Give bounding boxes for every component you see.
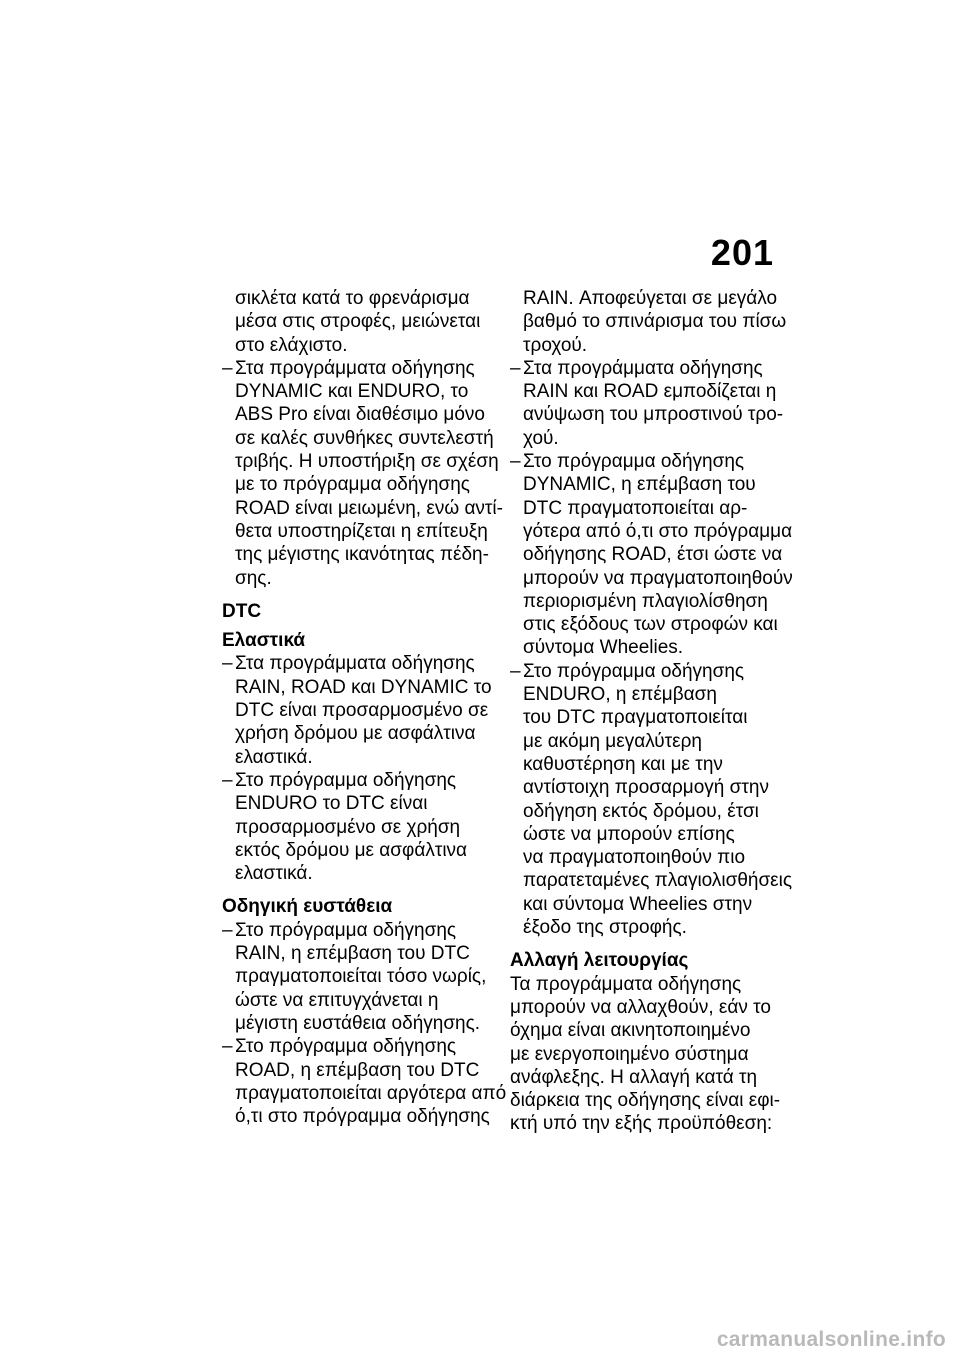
text-line: εκτός δρόμου με ασφάλτινα xyxy=(235,839,468,861)
text-line: DTC πραγματοποιείται αρ- xyxy=(523,497,748,519)
text-line: πραγματοποιείται αργότερα από xyxy=(235,1082,507,1104)
text-line: ελαστικά. xyxy=(235,746,313,768)
bullet-line: – Στο πρόγραμμα οδήγησης xyxy=(222,769,500,792)
text-line: RAIN, η επέμβαση του DTC xyxy=(235,943,470,965)
text-line: όχημα είναι ακινητοποιημένο xyxy=(510,1020,751,1042)
text-line: ROAD, η επέμβαση του DTC xyxy=(235,1059,480,1081)
text-line: του DTC πραγματοποιείται xyxy=(523,707,748,729)
text-line: ENDURO, η επέμβαση xyxy=(523,684,717,706)
text-line: περιορισμένη πλαγιολίσθηση xyxy=(523,590,768,612)
text-line: ανάφλεξης. Η αλλαγή κατά τη xyxy=(510,1066,758,1088)
text-line: τριβής. Η υποστήριξη σε σχέση xyxy=(235,451,499,473)
text-line: και σύντομα Wheelies στην xyxy=(523,893,753,915)
text-line: ώστε να μπορούν επίσης xyxy=(523,823,735,845)
text-line: μπορούν να αλλαχθούν, εάν το xyxy=(510,996,771,1018)
text-line: RAIN. Αποφεύγεται σε μεγάλο xyxy=(523,288,778,309)
text-line: γότερα από ό,τι στο πρόγραμμα xyxy=(523,520,793,542)
text-line: σικλέτα κατά το φρενάρισμα xyxy=(235,288,470,309)
text-line: τροχού. xyxy=(523,334,588,356)
text-line: έξοδο της στροφής. xyxy=(523,917,687,939)
left-column xyxy=(222,287,507,1128)
text-line: μέσα στις στροφές, μειώνεται xyxy=(235,311,481,333)
text-line: σης. xyxy=(235,567,272,589)
section-heading: Αλλαγή λειτουργίας xyxy=(510,950,689,972)
bullet-line: – Στο πρόγραμμα οδήγησης xyxy=(222,1035,500,1058)
spacer xyxy=(222,590,500,600)
text-line: DTC είναι προσαρμοσμένο σε xyxy=(235,700,489,722)
text-line: σε καλές συνθήκες συντελεστή xyxy=(235,427,494,449)
spacer xyxy=(510,939,790,949)
text-line: ENDURO το DTC είναι xyxy=(235,793,428,815)
text-line: βαθμό το σπινάρισμα του πίσω xyxy=(523,311,787,333)
text-line: ό,τι στο πρόγραμμα οδήγησης xyxy=(235,1106,490,1128)
text-line: οδήγησης ROAD, έτσι ώστε να xyxy=(523,544,783,566)
text-line: ABS Pro είναι διαθέσιμο μόνο xyxy=(235,404,485,426)
text-line: στις εξόδους των στροφών και xyxy=(523,614,778,636)
text-line: χού. xyxy=(523,427,559,449)
text-line: ώστε να επιτυγχάνεται η xyxy=(235,989,439,1011)
bullet-line: – Στο πρόγραμμα οδήγησης xyxy=(510,450,790,473)
text-line: αντίστοιχη προσαρμογή στην xyxy=(523,777,769,799)
section-heading: DTC xyxy=(222,600,262,622)
text-line: μπορούν να πραγματοποιηθούν xyxy=(523,567,793,589)
text-line: να πραγματοποιηθούν πιο xyxy=(523,847,746,869)
bullet-line: – Στα προγράμματα οδήγησης xyxy=(510,357,790,380)
text-line: παρατεταμένες πλαγιολισθήσεις xyxy=(523,870,793,892)
right-column xyxy=(510,287,793,1136)
text-line: στο ελάχιστο. xyxy=(235,334,348,356)
page-number: 201 xyxy=(710,232,774,273)
text-line: σύντομα Wheelies. xyxy=(523,637,684,659)
bullet-line: – Στο πρόγραμμα οδήγησης xyxy=(222,919,500,942)
text-line: DYNAMIC, η επέμβαση του xyxy=(523,474,756,496)
section-heading: Ελαστικά xyxy=(222,630,306,652)
text-line: θετα υποστηρίζεται η επίτευξη xyxy=(235,520,488,542)
text-line: διάρκεια της οδήγησης είναι εφι- xyxy=(510,1090,781,1112)
text-line: RAIN, ROAD και DYNAMIC το xyxy=(235,676,492,698)
text-line: μέγιστη ευστάθεια οδήγησης. xyxy=(235,1012,481,1034)
text-line: RAIN και ROAD εμποδίζεται η xyxy=(523,381,777,403)
text-line: με ακόμη μεγαλύτερη xyxy=(523,730,702,752)
bullet-line: – Στα προγράμματα οδήγησης xyxy=(222,652,500,675)
text-line: οδήγηση εκτός δρόμου, έτσι xyxy=(523,800,759,822)
text-line: της μέγιστης ικανότητας πέδη- xyxy=(235,544,489,566)
text-line: Τα προγράμματα οδήγησης xyxy=(510,973,742,995)
text-line: με ενεργοποιημένο σύστημα xyxy=(510,1043,749,1065)
text-line: ανύψωση του μπροστινού τρο- xyxy=(523,404,784,426)
bullet-line: – Στα προγράμματα οδήγησης xyxy=(222,357,500,380)
text-line: με το πρόγραμμα οδήγησης xyxy=(235,474,470,496)
text-line: κτή υπό την εξής προϋπόθεση: xyxy=(510,1113,773,1135)
text-line: πραγματοποιείται τόσο νωρίς, xyxy=(235,966,487,988)
bullet-line: – Στο πρόγραμμα οδήγησης xyxy=(510,660,790,683)
spacer xyxy=(222,885,500,895)
section-heading: Οδηγική ευστάθεια xyxy=(222,896,393,918)
text-line: DYNAMIC και ENDURO, το xyxy=(235,381,469,403)
text-line: ελαστικά. xyxy=(235,863,313,885)
text-line: καθυστέρηση και με την xyxy=(523,753,723,775)
text-line: ROAD είναι μειωμένη, ενώ αντί- xyxy=(235,497,503,519)
watermark: carmanualsonline.info xyxy=(716,1328,946,1351)
text-line: προσαρμοσμένο σε χρήση xyxy=(235,816,461,838)
text-line: χρήση δρόμου με ασφάλτινα xyxy=(235,723,476,745)
